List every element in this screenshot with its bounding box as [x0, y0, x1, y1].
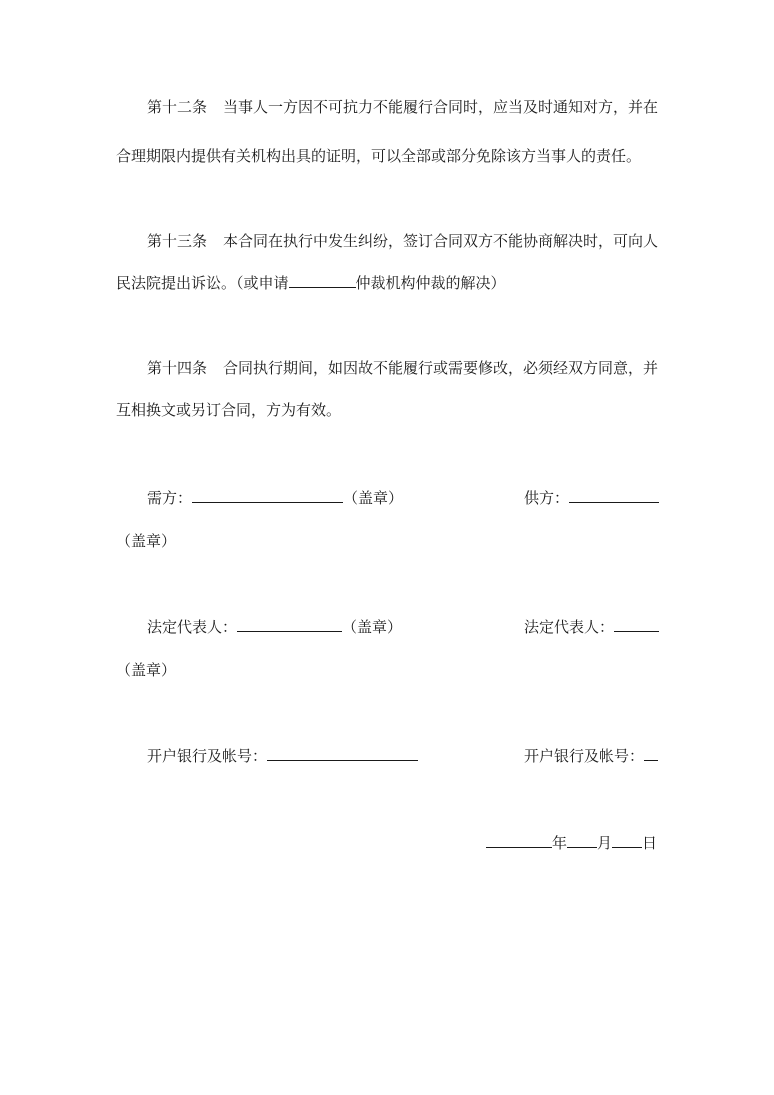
buyer-row — [147, 488, 403, 508]
date-row — [486, 833, 657, 853]
article-13-line-2 — [116, 273, 506, 293]
buyer-legal-rep-blank[interactable] — [237, 617, 342, 632]
supplier-legal-rep-label: 法定代表人： — [524, 618, 615, 636]
supplier-legal-rep-seal: （盖章） — [116, 661, 177, 679]
year-blank[interactable] — [486, 833, 552, 848]
article-13-line-1 — [147, 231, 658, 251]
day-blank[interactable] — [612, 833, 642, 848]
buyer-legal-rep-row — [147, 617, 402, 637]
supplier-bank-row — [524, 746, 658, 766]
supplier-label: 供方： — [524, 489, 570, 507]
article-13-text-2-after: 仲裁机构仲裁的解决） — [355, 274, 506, 292]
supplier-seal: （盖章） — [116, 532, 177, 550]
year-label: 年 — [552, 834, 568, 852]
buyer-seal: （盖章） — [343, 489, 404, 507]
buyer-legal-rep-label: 法定代表人： — [147, 618, 238, 636]
article-12-heading: 第十二条 — [147, 98, 208, 116]
article-13-text-2-before: 民法院提出诉讼。（或申请 — [116, 274, 289, 292]
supplier-row — [524, 488, 659, 508]
month-label: 月 — [597, 834, 613, 852]
buyer-bank-blank[interactable] — [267, 746, 418, 761]
buyer-legal-rep-seal: （盖章） — [342, 618, 403, 636]
supplier-blank[interactable] — [569, 488, 659, 503]
day-label: 日 — [642, 834, 658, 852]
article-12-line-1 — [147, 97, 658, 117]
buyer-label: 需方： — [147, 489, 193, 507]
buyer-bank-label: 开户银行及帐号： — [147, 747, 268, 765]
month-blank[interactable] — [567, 833, 597, 848]
article-12-line-2: 合理期限内提供有关机构出具的证明，可以全部或部分免除该方当事人的责任。 — [116, 147, 642, 165]
supplier-legal-rep-row — [524, 617, 659, 637]
buyer-bank-row — [147, 746, 418, 766]
article-14-text-1: 合同执行期间，如因故不能履行或需要修改，必须经双方同意，并 — [223, 359, 659, 377]
article-14-heading: 第十四条 — [147, 359, 208, 377]
supplier-legal-rep-blank[interactable] — [614, 617, 659, 632]
article-12-text-1: 当事人一方因不可抗力不能履行合同时，应当及时通知对方，并在 — [223, 98, 659, 116]
article-13-heading: 第十三条 — [147, 232, 208, 250]
buyer-blank[interactable] — [192, 488, 343, 503]
article-14-line-2: 互相换文或另订合同，方为有效。 — [116, 401, 342, 419]
arbitration-blank[interactable] — [289, 273, 356, 288]
supplier-bank-blank[interactable] — [644, 746, 658, 761]
article-13-text-1: 本合同在执行中发生纠纷，签订合同双方不能协商解决时，可向人 — [223, 232, 659, 250]
supplier-bank-label: 开户银行及帐号： — [524, 747, 645, 765]
article-14-line-1 — [147, 358, 658, 378]
